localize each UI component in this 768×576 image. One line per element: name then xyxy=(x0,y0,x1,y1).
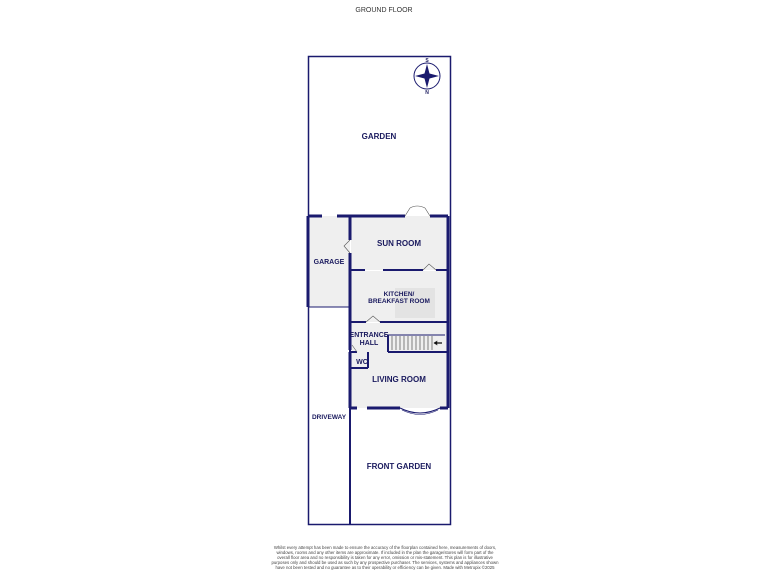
driveway-label: DRIVEWAY xyxy=(311,414,347,421)
entrance-hall-label-line2: HALL xyxy=(359,340,379,347)
living-room-label: LIVING ROOM xyxy=(372,375,426,384)
sun-room-label: SUN ROOM xyxy=(377,239,421,248)
compass-south: S xyxy=(425,58,429,64)
garage-label: GARAGE xyxy=(313,259,345,266)
compass-icon xyxy=(414,58,440,96)
compass-north: N xyxy=(425,90,429,96)
kitchen-label-line2: BREAKFAST ROOM xyxy=(368,298,430,305)
floor-title: GROUND FLOOR xyxy=(355,7,413,14)
kitchen-label-line1: KITCHEN/ xyxy=(383,291,415,298)
garden-label: GARDEN xyxy=(361,132,397,141)
front-garden-label: FRONT GARDEN xyxy=(366,462,432,471)
disclaimer: Whilst every attempt has been made to ensure the accuracy of the floorplan contained here, measurements of doors, windows, rooms and any other items are approximate. If included in the plan the garage/stores will form part of the overall floor area and no responsibility is taken for any error, omission or mis-statement. This plan is for illustrative purposes only and should be used as such by any prospective purchaser. The services, systems and appliances shown have not been tested and no guarantee as to their operability or efficiency can be given. Made with Metropix ©2025 xyxy=(271,545,499,570)
entrance-hall-label-line1: ENTRANCE xyxy=(349,332,389,339)
wc-label: WC xyxy=(356,359,368,366)
